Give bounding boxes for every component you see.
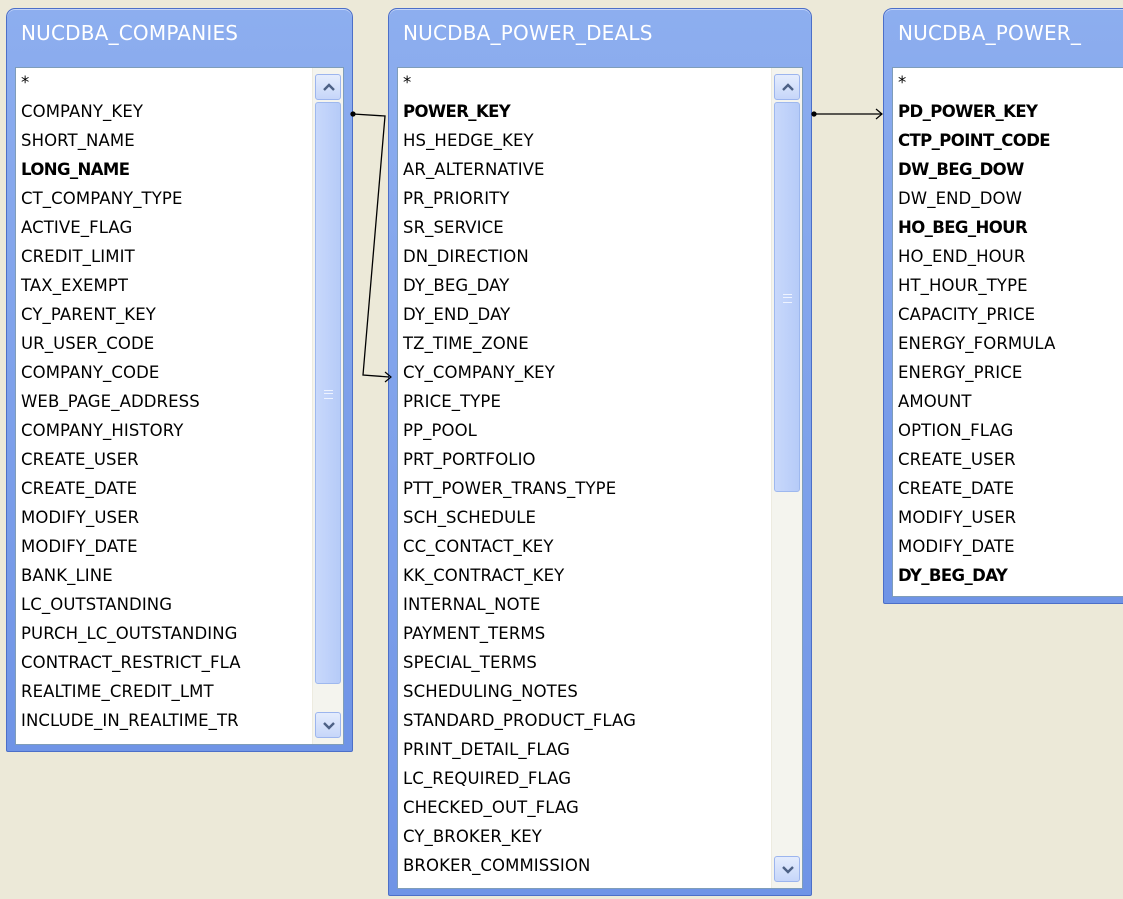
column-row[interactable]: DY_END_DAY — [403, 305, 511, 324]
column-row[interactable]: ENERGY_FORMULA — [898, 334, 1056, 353]
column-row[interactable]: OPTION_FLAG — [898, 421, 1014, 440]
column-row[interactable]: CC_CONTACT_KEY — [403, 537, 554, 556]
column-row[interactable]: PRT_PORTFOLIO — [403, 450, 536, 469]
column-row[interactable]: CY_BROKER_KEY — [403, 827, 542, 846]
column-row[interactable]: DY_BEG_DAY — [403, 276, 510, 295]
column-row[interactable]: PURCH_LC_OUTSTANDING — [21, 624, 238, 643]
column-row[interactable]: * — [898, 73, 907, 92]
column-row[interactable]: CT_COMPANY_TYPE — [21, 189, 183, 208]
column-row[interactable]: COMPANY_KEY — [21, 102, 144, 121]
column-row[interactable]: SCH_SCHEDULE — [403, 508, 537, 527]
column-row[interactable]: LC_REQUIRED_FLAG — [403, 769, 572, 788]
key-column-row[interactable]: DW_BEG_DOW — [898, 160, 1024, 179]
key-column-row[interactable]: LONG_NAME — [21, 160, 130, 179]
column-row[interactable]: ACTIVE_FLAG — [21, 218, 133, 237]
column-row[interactable]: COMPANY_HISTORY — [21, 421, 184, 440]
column-row[interactable]: PRICE_TYPE — [403, 392, 502, 411]
column-row[interactable]: HO_END_HOUR — [898, 247, 1026, 266]
column-row[interactable]: PTT_POWER_TRANS_TYPE — [403, 479, 617, 498]
column-row[interactable]: INTERNAL_NOTE — [403, 595, 541, 614]
column-row[interactable]: ENERGY_PRICE — [898, 363, 1023, 382]
column-row[interactable]: LC_OUTSTANDING — [21, 595, 173, 614]
relationship-power-deals-power-detail[interactable] — [812, 109, 882, 119]
column-row[interactable]: CREATE_DATE — [898, 479, 1015, 498]
column-row[interactable]: MODIFY_DATE — [898, 537, 1015, 556]
column-row[interactable]: STANDARD_PRODUCT_FLAG — [403, 711, 637, 730]
table-title[interactable]: NUCDBA_POWER_DEALS — [403, 21, 653, 45]
key-column-row[interactable]: DY_BEG_DAY — [898, 566, 1008, 585]
column-row[interactable]: CREDIT_LIMIT — [21, 247, 135, 266]
key-column-row[interactable]: POWER_KEY — [403, 102, 511, 121]
column-row[interactable]: AR_ALTERNATIVE — [403, 160, 545, 179]
column-row[interactable]: CAPACITY_PRICE — [898, 305, 1036, 324]
key-column-row[interactable]: PD_POWER_KEY — [898, 102, 1038, 121]
column-row[interactable]: SR_SERVICE — [403, 218, 504, 237]
table-title[interactable]: NUCDBA_COMPANIES — [21, 21, 239, 45]
column-row[interactable]: CHECKED_OUT_FLAG — [403, 798, 579, 817]
column-row[interactable]: PR_PRIORITY — [403, 189, 510, 208]
column-row[interactable]: HT_HOUR_TYPE — [898, 276, 1028, 295]
column-row[interactable]: TZ_TIME_ZONE — [403, 334, 529, 353]
key-column-row[interactable]: CTP_POINT_CODE — [898, 131, 1050, 150]
column-row[interactable]: AMOUNT — [898, 392, 972, 411]
column-row[interactable]: INCLUDE_IN_REALTIME_TR — [21, 711, 239, 730]
column-row[interactable]: DN_DIRECTION — [403, 247, 529, 266]
column-row[interactable]: CY_PARENT_KEY — [21, 305, 156, 324]
column-row[interactable]: HS_HEDGE_KEY — [403, 131, 534, 150]
column-row[interactable]: CONTRACT_RESTRICT_FLA — [21, 653, 241, 672]
column-row[interactable]: CREATE_DATE — [21, 479, 138, 498]
column-row[interactable]: * — [403, 73, 412, 92]
column-row[interactable]: BANK_LINE — [21, 566, 113, 585]
column-row[interactable]: CREATE_USER — [21, 450, 139, 469]
column-row[interactable]: REALTIME_CREDIT_LMT — [21, 682, 214, 701]
column-row[interactable]: DW_END_DOW — [898, 189, 1023, 208]
key-column-row[interactable]: HO_BEG_HOUR — [898, 218, 1028, 237]
column-row[interactable]: KK_CONTRACT_KEY — [403, 566, 565, 585]
column-row[interactable]: MODIFY_USER — [898, 508, 1017, 527]
column-row[interactable]: CREATE_USER — [898, 450, 1016, 469]
column-row[interactable]: SPECIAL_TERMS — [403, 653, 537, 672]
column-row[interactable]: BROKER_COMMISSION — [403, 856, 591, 875]
column-row[interactable]: SCHEDULING_NOTES — [403, 682, 578, 701]
relationship-companies-power-deals[interactable] — [351, 112, 391, 382]
column-row[interactable]: * — [21, 73, 30, 92]
column-row[interactable]: MODIFY_USER — [21, 508, 140, 527]
table-title[interactable]: NUCDBA_POWER_ — [898, 21, 1082, 45]
column-row[interactable]: COMPANY_CODE — [21, 363, 160, 382]
column-row[interactable]: PRINT_DETAIL_FLAG — [403, 740, 571, 759]
column-row[interactable]: UR_USER_CODE — [21, 334, 155, 353]
column-row[interactable]: MODIFY_DATE — [21, 537, 138, 556]
column-row[interactable]: PAYMENT_TERMS — [403, 624, 546, 643]
column-row[interactable]: CY_COMPANY_KEY — [403, 363, 555, 382]
column-row[interactable]: PP_POOL — [403, 421, 477, 440]
column-row[interactable]: TAX_EXEMPT — [21, 276, 129, 295]
column-row[interactable]: SHORT_NAME — [21, 131, 135, 150]
column-row[interactable]: WEB_PAGE_ADDRESS — [21, 392, 200, 411]
